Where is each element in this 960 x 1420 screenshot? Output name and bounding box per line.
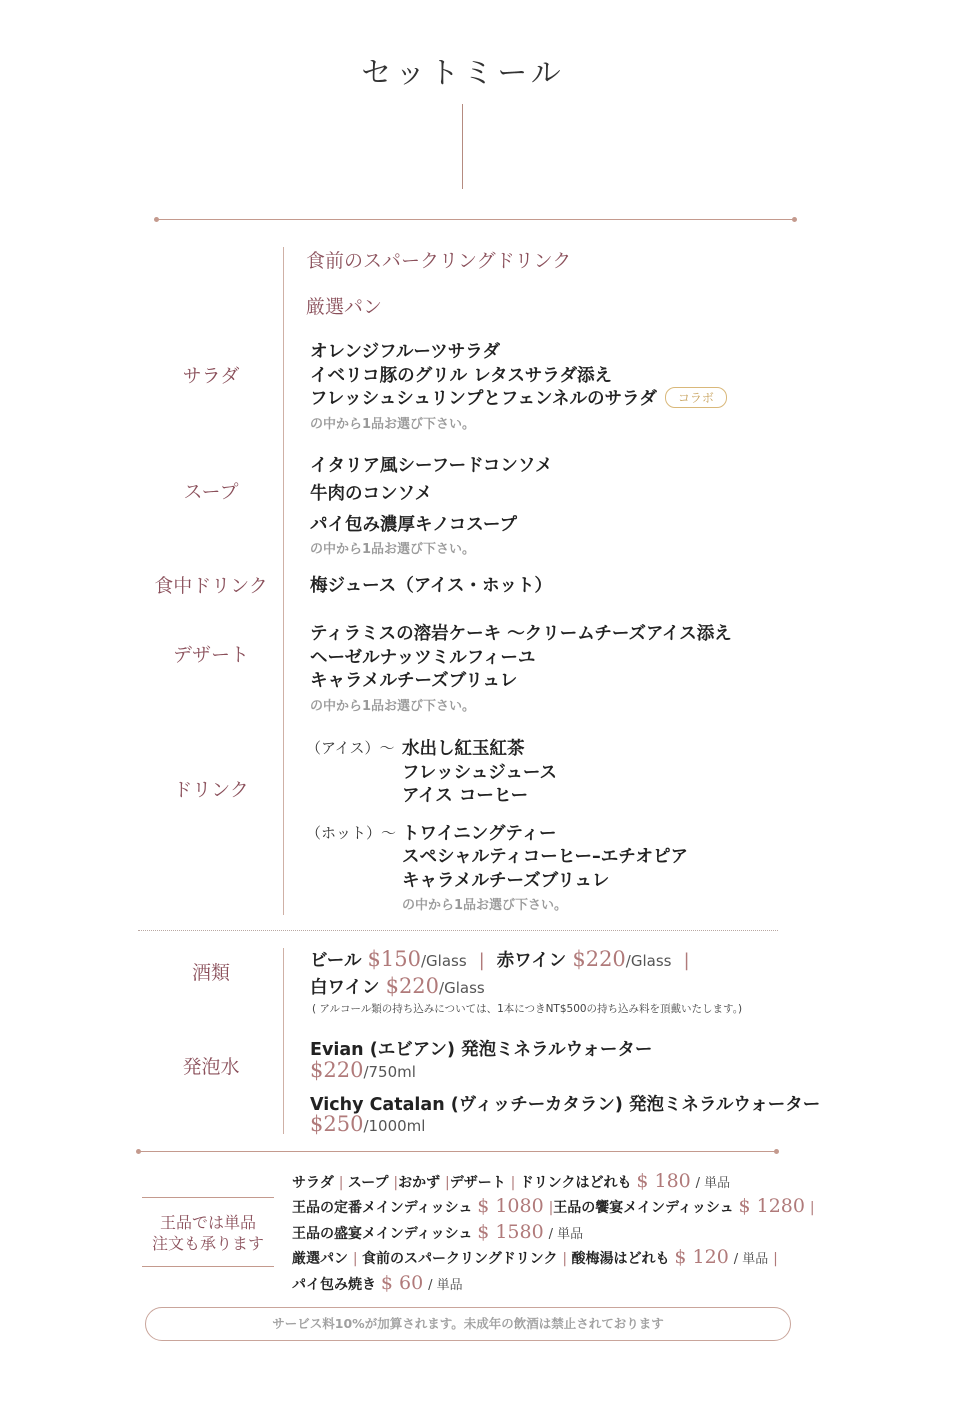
category-dessert: デザート bbox=[172, 644, 249, 666]
category-sparkling-water: 発泡水 bbox=[182, 1056, 240, 1078]
red-wine-price: $220 bbox=[572, 947, 626, 971]
soup-item: 牛肉のコンソメ bbox=[310, 484, 433, 504]
vichy-unit: /1000ml bbox=[363, 1117, 426, 1135]
ala-carte-rule bbox=[142, 1197, 274, 1198]
category-mid-drink: 食中ドリンク bbox=[154, 575, 268, 597]
red-wine-unit: /Glass bbox=[625, 952, 672, 970]
ala-price: $ 1580 bbox=[477, 1221, 544, 1243]
ala-line-1: サラダ | スープ |おかず |デザート | ドリンクはどれも $ 180 / 単品 bbox=[292, 1170, 731, 1192]
service-note: サービス料10%が加算されます。未成年の飲酒は禁止されております bbox=[145, 1307, 791, 1341]
dessert-item: キャラメルチーズブリュレ bbox=[310, 671, 518, 691]
red-wine-name: 赤ワイン bbox=[496, 951, 567, 971]
ala-line-3 bbox=[292, 1221, 583, 1243]
mid-drink-item: 梅ジュース（アイス・ホット） bbox=[310, 576, 553, 596]
ice-drink-item: フレッシュジュース bbox=[402, 763, 558, 783]
hot-prefix: （ホット）～ bbox=[306, 824, 397, 842]
ala-price: $ 60 bbox=[380, 1272, 424, 1294]
evian-unit: /750ml bbox=[363, 1063, 416, 1081]
ala-price: $ 120 bbox=[674, 1246, 729, 1268]
category-salad: サラダ bbox=[182, 365, 240, 387]
ala-item: 王品の饗宴メインディッシュ bbox=[553, 1200, 734, 1216]
ice-drink-item: アイス コーヒー bbox=[402, 786, 529, 806]
ala-price: $ 1080 bbox=[477, 1195, 544, 1217]
dessert-item: ティラミスの溶岩ケーキ ～クリームチーズアイス添え bbox=[310, 624, 732, 644]
soup-item: パイ包み濃厚キノコスープ bbox=[310, 515, 518, 535]
rule-dot bbox=[792, 217, 797, 222]
evian-price: $220 bbox=[310, 1058, 364, 1082]
salad-item: イベリコ豚のグリル レタスサラダ添え bbox=[310, 366, 613, 386]
title-divider bbox=[462, 104, 463, 189]
beer-price: $150 bbox=[367, 947, 421, 971]
ala-item: おかず bbox=[398, 1175, 441, 1191]
ala-unit: / 単品 bbox=[548, 1227, 584, 1242]
category-drink: ドリンク bbox=[173, 779, 249, 801]
ala-item: 食前のスパークリングドリンク bbox=[362, 1251, 558, 1267]
vichy-price: $250 bbox=[310, 1112, 364, 1136]
corkage-note: ( アルコール類の持ち込みについては、1本につきNT$500の持ち込み料を頂戴いたします。) bbox=[312, 1003, 743, 1015]
ala-price: $ 1280 bbox=[738, 1195, 805, 1217]
salad-item-row bbox=[310, 385, 727, 410]
choose-note: の中から1品お選び下さい。 bbox=[310, 699, 476, 714]
top-rule bbox=[158, 219, 794, 220]
salad-item: フレッシュシュリンプとフェンネルのサラダ bbox=[310, 389, 657, 409]
ala-item: 厳選パン bbox=[292, 1251, 348, 1267]
ala-item: ドリンクはどれも bbox=[519, 1175, 632, 1191]
alcohol-row-1: ビール $150/Glass | 赤ワイン $220/Glass | bbox=[310, 947, 690, 971]
category-soup: スープ bbox=[183, 481, 239, 503]
starter-bread: 厳選パン bbox=[306, 296, 383, 318]
ice-drink-item: 水出し紅玉紅茶 bbox=[402, 739, 525, 759]
ala-line-2: 王品の定番メインディッシュ $ 1080 |王品の饗宴メインディッシュ $ 1280 | bbox=[292, 1195, 815, 1217]
hot-drink-item: トワイニングティー bbox=[402, 824, 557, 844]
alcohol-row-2 bbox=[310, 974, 485, 999]
starter-sparkling: 食前のスパークリングドリンク bbox=[306, 250, 572, 272]
bottom-rule bbox=[140, 1151, 776, 1152]
evian-price-row bbox=[310, 1058, 416, 1082]
white-wine-price: $220 bbox=[385, 974, 440, 998]
beer-unit: /Glass bbox=[421, 952, 467, 970]
choose-note: の中から1品お選び下さい。 bbox=[310, 542, 476, 557]
category-alcohol: 酒類 bbox=[191, 962, 230, 984]
page-title: セットミール bbox=[361, 56, 565, 91]
ala-carte-label-line: 王品では単品 bbox=[159, 1213, 256, 1232]
vichy-price-row bbox=[310, 1112, 425, 1136]
ala-carte-label-line: 注文も承ります bbox=[151, 1234, 264, 1253]
choose-note: の中から1品お選び下さい。 bbox=[402, 898, 568, 913]
ala-unit: / 単品 bbox=[428, 1278, 463, 1293]
salad-item: オレンジフルーツサラダ bbox=[310, 342, 501, 362]
ala-price: $ 180 bbox=[636, 1170, 691, 1192]
ala-unit: / 単品 bbox=[695, 1176, 731, 1191]
hot-drink-item: キャラメルチーズブリュレ bbox=[402, 871, 610, 891]
ala-unit: / 単品 bbox=[733, 1252, 769, 1267]
ala-item: デザート bbox=[449, 1175, 506, 1191]
ala-item: サラダ bbox=[292, 1175, 334, 1191]
section-divider bbox=[138, 930, 778, 931]
ice-prefix: （アイス）～ bbox=[306, 739, 395, 757]
ala-carte-rule bbox=[142, 1266, 274, 1267]
choose-note: の中から1品お選び下さい。 bbox=[310, 417, 476, 432]
rule-dot bbox=[774, 1149, 779, 1154]
ala-item: 王品の盛宴メインディッシュ bbox=[292, 1226, 473, 1242]
ala-line-4: 厳選パン | 食前のスパークリングドリンク | 酸梅湯はどれも $ 120 / 単品 | bbox=[292, 1246, 778, 1268]
white-wine-name: 白ワイン bbox=[310, 978, 380, 998]
ala-line-5 bbox=[292, 1272, 463, 1294]
white-wine-unit: /Glass bbox=[439, 979, 485, 997]
beer-name: ビール bbox=[310, 951, 362, 971]
dessert-item: ヘーゼルナッツミルフィーユ bbox=[310, 648, 536, 668]
hot-drink-item: スペシャルティコーヒー–エチオピア bbox=[402, 847, 688, 867]
ala-carte-label bbox=[142, 1212, 274, 1254]
ala-item: 王品の定番メインディッシュ bbox=[292, 1200, 473, 1216]
ala-item: パイ包み焼き bbox=[292, 1277, 376, 1293]
ala-item: 酸梅湯はどれも bbox=[571, 1251, 670, 1267]
vichy-name: Vichy Catalan (ヴィッチーカタラン) 発泡ミネラルウォーター bbox=[310, 1095, 821, 1115]
ala-item: スープ bbox=[347, 1175, 389, 1191]
collab-badge: コラボ bbox=[665, 387, 727, 408]
soup-item: イタリア風シーフードコンソメ bbox=[310, 456, 553, 476]
evian-name: Evian (エビアン) 発泡ミネラルウォーター bbox=[310, 1040, 653, 1060]
